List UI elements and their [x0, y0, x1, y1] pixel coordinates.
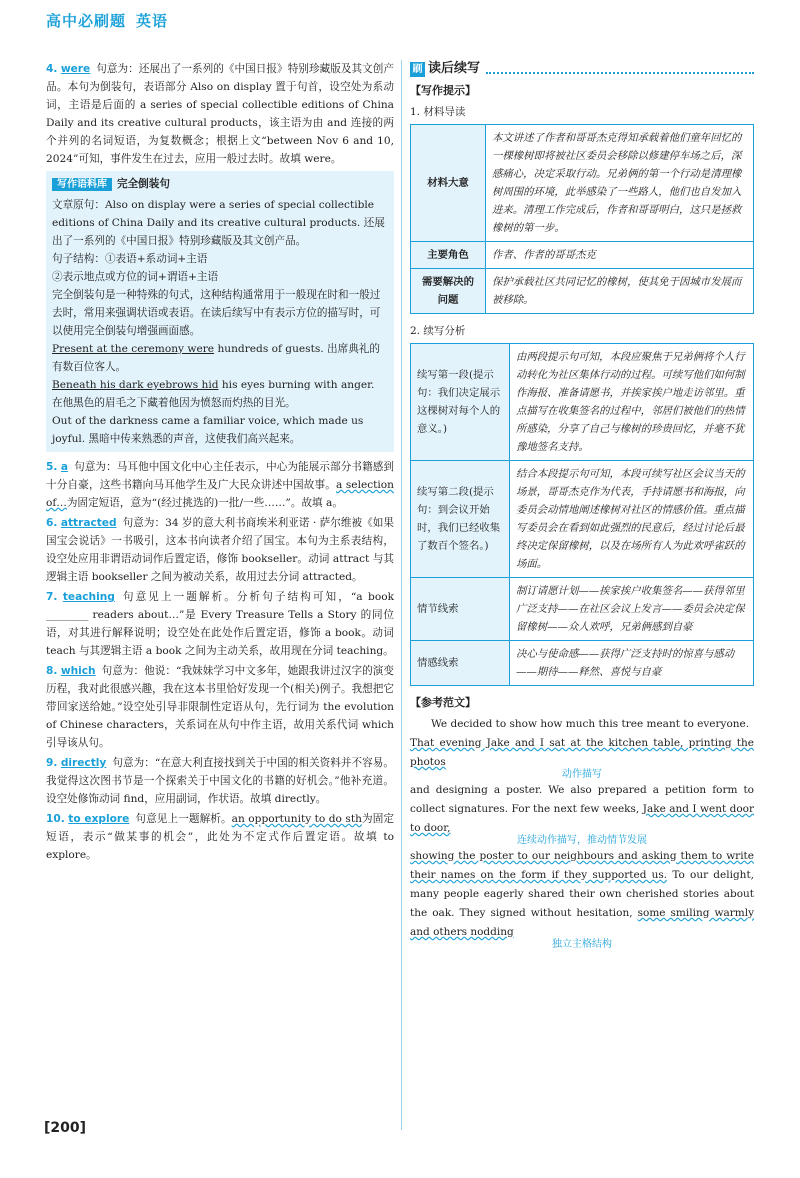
answer: directly: [60, 757, 107, 769]
answer: attracted: [60, 517, 117, 529]
annotation: 独立主格结构: [552, 939, 612, 950]
section-title: 读后续写: [428, 61, 481, 76]
example-2: Beneath his dark eyebrows hid his eyes burning with anger. 在他黑色的眉毛之下藏着他因为愤怒而灼热的目光。: [52, 379, 375, 409]
question-7: 7. teaching 句意见上一题解析。分析句子结构可知，“a book ________ readers about…”是 Every Treasure Tells a Story 的同位语，对其进行解释说明；设空处在此处作后置定语，修饰 a book。动词 teach 与其逻辑主语 a book 之间为主动关系，故用现在分词 teaching。: [46, 591, 394, 657]
reference-essay: We decided to show how much this tree meant to everyone. That evening Jake and I sat at the kitchen table, printing the photos 动作描写 and designing a poster. We also prepared a petition form to collect signatures. For the next few weeks, Jake and I went door to door, 连续动作描写，推动情节发展 showing the poster to our neighbours and asking them to write their names on the form if they supported us. To our delight, many people eagerly shared their own cherished stories about the oak. They signed without hesitation, some smiling warmly and others nodding 独立主格结构: [410, 718, 755, 950]
table-row: 续写第一段(提示句：我们决定展示这棵树对每个人的意义。) 由两段提示句可知，本段应聚焦于兄弟俩将个人行动转化为社区集体行动的过程。可续写他们如何制作海报、准备请愿书，并挨家挨户地走访邻里。重点描写在收集签名的过程中，邻居们被他们的热情所感染，分享了自己与橡树的珍贵回忆，并毫不犹豫地签名支持。: [411, 344, 754, 461]
question-10: 10. to explore 句意见上一题解析。an opportunity to do sth为固定短语，表示“做某事的机会”，此处为不定式作后置定语。故填 to explore。: [46, 813, 395, 861]
writing-column: [410, 60, 754, 951]
page-number: [200]: [44, 1120, 87, 1136]
question-9: 9. directly 句意为：“在意大利直接找到关于中国的相关资料并不容易。我觉得这次图书节是一个探索关于中国文化的书籍的好机会。”他补充道。设空处修饰动词 find，应用副词，作状语。故填 directly。: [46, 757, 394, 805]
question-8: 8. which 句意为：他说：“我妹妹学习中文多年，她跟我讲过汉字的演变历程，我对此很感兴趣，我在这本书里恰好发现一个(相关)例子。我想把它带回家送给她。”设空处引导非限制性定语从句，先行词为 the evolution of Chinese characters，关系词在从句中作主语，故用关系代词 which 引导该从句。: [46, 665, 394, 749]
material-label: 1. 材料导读: [410, 106, 466, 118]
hint-title: 【写作提示】: [410, 84, 476, 97]
brush-icon: 刷: [410, 62, 425, 77]
page-header: [46, 10, 168, 31]
answer: which: [60, 665, 96, 677]
table-row: 情节线索 制订请愿计划——挨家挨户收集签名——获得邻里广泛支持——在社区会议上发言——委员会决定保留橡树——众人欢呼，兄弟俩感到自豪: [411, 578, 754, 641]
table-row: 主要角色 作者、作者的哥哥杰克: [411, 242, 754, 269]
question-6: 6. attracted 句意为：34 岁的意大利书商埃米利亚诺 · 萨尔维被《如果国宝会说话》一书吸引，这本书向读者介绍了国宝。本句为主系表结构，设空处应用非谓语动词作后置定语，修饰 bookseller。动词 attract 与其逻辑主语 bookseller 之间为被动关系，故用过去分词 attracted。: [46, 517, 394, 583]
reference-title: 【参考范文】: [410, 696, 476, 709]
table-row: 需要解决的问题 保护承载社区共同记忆的橡树，使其免于因城市发展而被移除。: [411, 269, 754, 314]
annotation: 连续动作描写，推动情节发展: [517, 835, 647, 846]
analysis-table: [410, 343, 754, 686]
dotted-rule: [486, 64, 754, 74]
table-row: 续写第二段(提示句：到会议开始时，我们已经收集了数百个签名。) 结合本段提示句可知，本段可续写社区会议当天的场景，哥哥杰克作为代表，手持请愿书和海报，向委员会动情地阐述橡树对社区的情感价值。重点描写委员会在看到如此强烈的民意后，经过讨论后最终决定保留橡树，以及在场所有人为此欢呼雀跃的场面。: [411, 461, 754, 578]
material-table: [410, 124, 754, 314]
question-4: 4. were 句意为：还展出了一系列的《中国日报》特别珍藏版及其文创产品。本句为倒装句，表语部分 Also on display 置于句首，设空处为系动词，主语是后面的 a series of special collectible editions of China Daily and its creative cultural products，该主语为由 and 连接的两个并列的名词短语，为复数概念；根据上文“between Nov 6 and 10, 2024”可知，事件发生在过去，应用一般过去时。故填 were。: [46, 63, 395, 165]
answer-column: [46, 60, 394, 866]
corpus-title: 完全倒装句: [117, 178, 170, 190]
answer: teaching: [62, 591, 115, 603]
table-row: 材料大意 本文讲述了作者和哥哥杰克得知承载着他们童年回忆的一棵橡树即将被社区委员会移除以修建停车场之后，深感痛心，决定采取行动。兄弟俩的第一个行动是清理橡树周围的环境，此举感染了一些路人，他们也自发加入进来。清理工作完成后，作者和哥哥明白，这只是拯救橡树的第一步。: [411, 125, 754, 242]
answer: to explore: [68, 813, 130, 825]
table-row: 情感线索 决心与使命感——获得广泛支持时的惊喜与感动——期待——释然、喜悦与自豪: [411, 641, 754, 686]
corpus-tag: 写作语料库: [52, 178, 112, 191]
section-header: [410, 60, 754, 78]
column-divider: [401, 60, 402, 1130]
example-1: Present at the ceremony were hundreds of guests. 出席典礼的有数百位客人。: [52, 343, 380, 373]
example-3: Out of the darkness came a familiar voice, which made us joyful. 黑暗中传来熟悉的声音，这使我们高兴起来。: [52, 415, 364, 445]
analysis-label: 2. 续写分析: [410, 325, 466, 337]
subject-label: 英语: [136, 12, 169, 30]
book-title: 高中必刷题: [46, 12, 127, 30]
writing-corpus-box: 写作语料库 完全倒装句 文章原句：Also on display were a series of special collectible editions of China Daily and its creative cultural products. 还展出了一系列的《中国日报》特别珍藏版及其文创产品。 句子结构：①表语+系动词+主语 ②表示地点或方位的词+谓语+主语 完全倒装句是一种特殊的句式，这种结构通常用于一般现在时和一般过去时，常用来强调状语或表语。在读后续写中有表示方位的描写时，可以使用完全倒装句增强画面感。 Present at the ceremony were hundreds of guests. 出席典礼的有数百位客人。 Beneath his dark eyebrows hid his eyes burning with anger. 在他黑色的眉毛之下藏着他因为愤怒而灼热的目光。 Out of the darkness came a familiar voice, which made us joyful. 黑暗中传来熟悉的声音，这使我们高兴起来。: [46, 171, 394, 452]
answer: a: [60, 461, 69, 473]
annotation: 动作描写: [562, 769, 602, 780]
question-5: 5. a 句意为：马耳他中国文化中心主任表示，中心为能展示部分书籍感到十分自豪，这些书籍向马耳他学生及广大民众讲述中国故事。a selection of…为固定短语，意为“(经过挑选的)一批/一些……”。故填 a。: [46, 461, 395, 509]
answer: were: [60, 63, 91, 75]
